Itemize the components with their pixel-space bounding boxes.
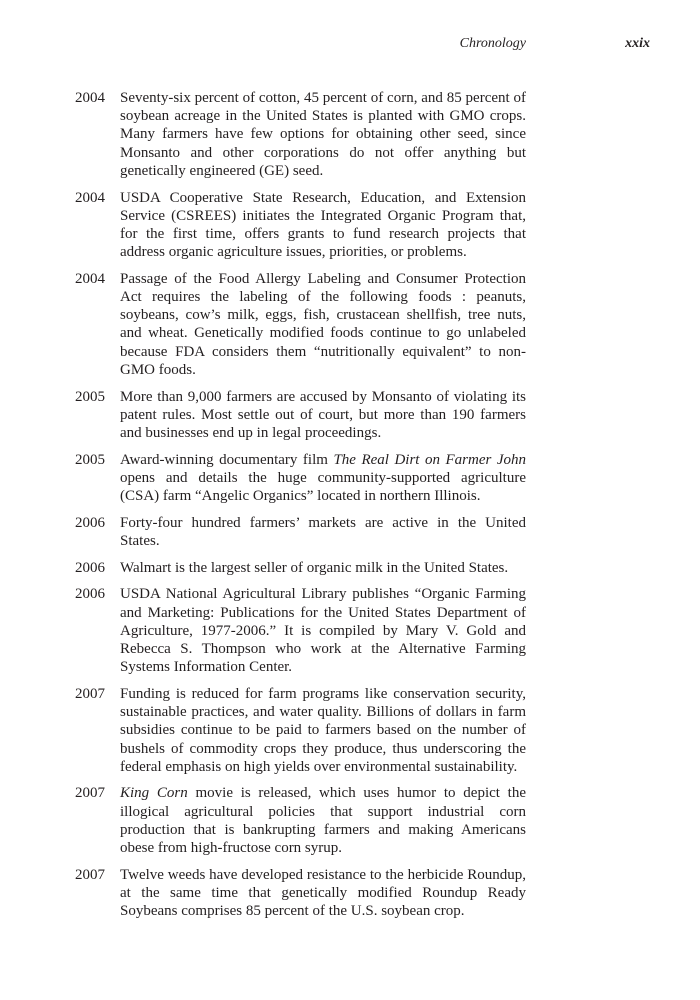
chronology-entry [75, 784, 526, 857]
entry-text-segment: opens and details the huge community-supported agriculture (CSA) farm “Angelic Organics” located in northern Illinois. [120, 469, 526, 505]
entry-text-segment: Walmart is the largest seller of organic milk in the United States. [120, 559, 509, 576]
chronology-entry [75, 189, 526, 262]
entry-year: 2007 [75, 866, 105, 883]
entry-year: 2006 [75, 559, 105, 576]
entry-text-segment: Passage of the Food Allergy Labeling and Consumer Protection Act requires the labeling of the following foods : peanuts, soybeans, cow’s milk, eggs, fish, crustacean shellfish, tree nuts, and wheat. Genetically modified foods continue to go unlabeled because FDA considers them “nutritionally equivalent” to non-GMO foods. [120, 270, 526, 378]
entry-year: 2004 [75, 189, 105, 206]
entry-text-segment: USDA National Agricultural Library publishes “Organic Farming and Marketing: Publications for the United States Department of Agriculture, 1977-2006.” It is compiled by Mary V. Gold and Rebecca S. Thompson who work at the Alternative Farming Systems Information Center. [120, 586, 526, 676]
entry-text [120, 89, 526, 180]
entry-text [120, 189, 526, 262]
entry-text [120, 451, 526, 506]
chronology-entry [75, 514, 526, 550]
entry-text-segment: Award-winning documentary film [120, 451, 334, 468]
entry-text-segment: Seventy-six percent of cotton, 45 percent of corn, and 85 percent of soybean acreage in the United States is planted with GMO crops. Many farmers have few options for obtaining other seed, since Monsanto and other corporations do not offer anything but genetically engineered (GE) seed. [120, 90, 526, 179]
entry-text-segment: Twelve weeds have developed resistance to the herbicide Roundup, at the same time that genetically modified Roundup Ready Soybeans comprises 85 percent of the U.S. soybean crop. [120, 866, 526, 920]
entry-text-segment: Funding is reduced for farm programs like conservation security, sustainable practices, and water quality. Billions of dollars in farm subsidies continue to be paid to farmers based on the number of bushels of commodity crops they produce, thus underscoring the federal emphasis on high yields over environmental sustainability. [120, 685, 526, 775]
chronology-entry [75, 388, 526, 443]
entry-text [120, 270, 526, 379]
entry-year: 2007 [75, 785, 105, 802]
entry-year: 2006 [75, 586, 105, 603]
entry-year: 2004 [75, 270, 105, 287]
entry-year: 2005 [75, 451, 105, 468]
entry-text-segment: More than 9,000 farmers are accused by Monsanto of violating its patent rules. Most settle out of court, but more than 190 farmers and businesses end up in legal proceedings. [120, 388, 526, 441]
entry-year: 2007 [75, 685, 105, 702]
entry-text-segment: USDA Cooperative State Research, Education, and Extension Service (CSREES) initiates the Integrated Organic Program that, for the first time, offers grants to fund research projects that address organic agriculture issues, priorities, or problems. [120, 189, 526, 261]
chronology-entry [75, 685, 526, 776]
entry-text [120, 685, 526, 776]
chronology-entry [75, 559, 526, 577]
entry-year: 2004 [75, 90, 105, 106]
entry-text [120, 514, 526, 550]
entry-text-segment: Forty-four hundred farmers’ markets are active in the United States. [120, 514, 526, 549]
chronology-entry [75, 866, 526, 921]
entry-text-segment: movie is released, which uses humor to depict the illogical agricultural policies that support industrial corn production that is bankrupting farmers and making Americans obese from high-fructose corn syrup. [120, 785, 526, 857]
chronology-entry [75, 89, 526, 180]
running-title: Chronology [459, 36, 526, 51]
entry-text [120, 388, 526, 443]
entry-text [120, 784, 526, 857]
entry-text [120, 866, 526, 921]
page-header [0, 36, 700, 56]
chronology-entry [75, 270, 526, 379]
entry-text [120, 559, 526, 577]
page-number: xxix [625, 36, 650, 51]
entry-year: 2006 [75, 514, 105, 531]
chronology-list [75, 89, 526, 929]
entry-text [120, 585, 526, 676]
entry-title-italic: The Real Dirt on Farmer John [333, 451, 526, 468]
chronology-entry [75, 451, 526, 506]
chronology-entry [75, 585, 526, 676]
entry-year: 2005 [75, 388, 105, 405]
entry-title-italic: King Corn [120, 785, 188, 802]
